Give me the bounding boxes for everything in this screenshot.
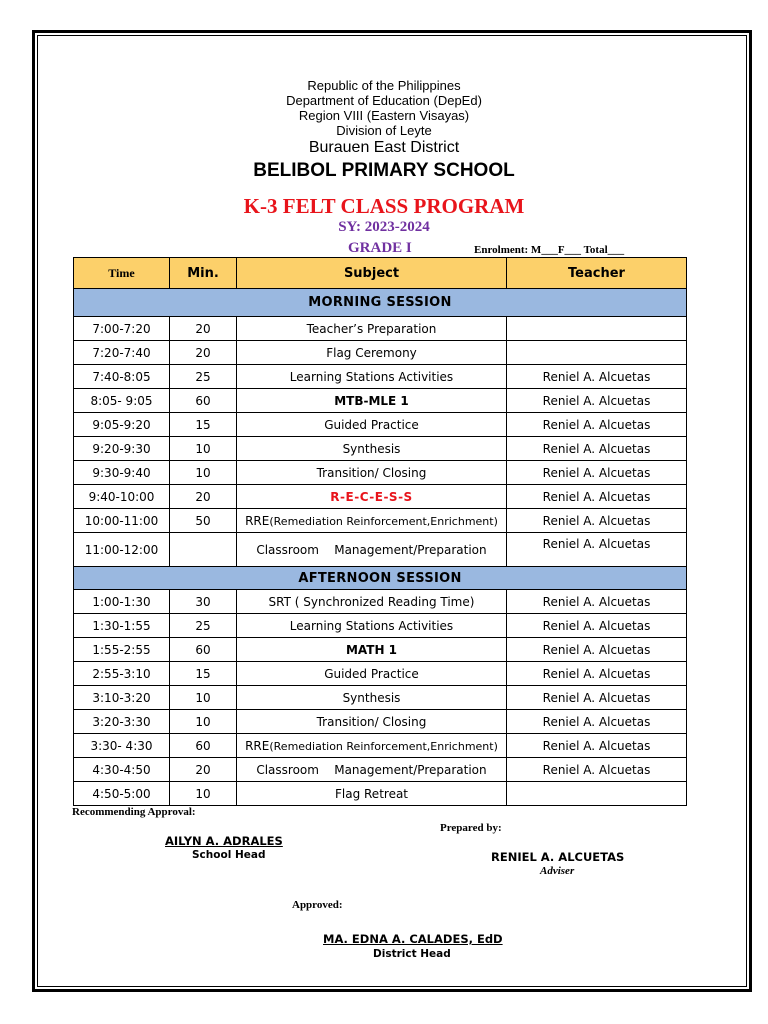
time-cell: 3:20-3:30 bbox=[74, 710, 170, 734]
table-row bbox=[74, 461, 687, 485]
teacher-cell: Reniel A. Alcuetas bbox=[507, 638, 687, 662]
min-cell: 10 bbox=[170, 461, 237, 485]
table-row bbox=[74, 437, 687, 461]
min-cell bbox=[170, 533, 237, 567]
time-cell: 10:00-11:00 bbox=[74, 509, 170, 533]
time-cell: 7:40-8:05 bbox=[74, 365, 170, 389]
table-row bbox=[74, 389, 687, 413]
teacher-cell: Reniel A. Alcuetas bbox=[507, 590, 687, 614]
table-header-row bbox=[74, 258, 687, 289]
time-cell: 2:55-3:10 bbox=[74, 662, 170, 686]
subject-cell: Learning Stations Activities bbox=[237, 365, 507, 389]
table-row bbox=[74, 758, 687, 782]
subject-cell: Transition/ Closing bbox=[237, 461, 507, 485]
recommending-approval-label: Recommending Approval: bbox=[72, 806, 196, 818]
prepared-by-label: Prepared by: bbox=[440, 822, 502, 834]
time-cell: 9:20-9:30 bbox=[74, 437, 170, 461]
teacher-cell: Reniel A. Alcuetas bbox=[507, 758, 687, 782]
adviser-name: RENIEL A. ALCUETAS bbox=[491, 850, 625, 864]
subject-cell: MATH 1 bbox=[237, 638, 507, 662]
header-district: Burauen East District bbox=[308, 139, 460, 156]
min-cell: 20 bbox=[170, 485, 237, 509]
teacher-cell: Reniel A. Alcuetas bbox=[507, 485, 687, 509]
program-title: K-3 FELT CLASS PROGRAM bbox=[243, 194, 525, 218]
district-head-name: MA. EDNA A. CALADES, EdD bbox=[323, 932, 503, 946]
time-cell: 3:30- 4:30 bbox=[74, 734, 170, 758]
min-cell: 60 bbox=[170, 638, 237, 662]
table-row bbox=[74, 638, 687, 662]
school-head-name: AILYN A. ADRALES bbox=[165, 834, 283, 848]
grade-label: GRADE I bbox=[348, 240, 412, 256]
district-head-role: District Head bbox=[373, 948, 451, 960]
min-cell: 20 bbox=[170, 341, 237, 365]
rre-expansion: (Remediation Reinforcement,Enrichment) bbox=[269, 514, 498, 528]
header-region: Region VIII (Eastern Visayas) bbox=[298, 108, 470, 123]
teacher-cell: Reniel A. Alcuetas bbox=[507, 437, 687, 461]
subject-cell: Synthesis bbox=[237, 686, 507, 710]
min-cell: 50 bbox=[170, 509, 237, 533]
table-row bbox=[74, 341, 687, 365]
subject-cell bbox=[237, 734, 507, 758]
teacher-cell: Reniel A. Alcuetas bbox=[507, 461, 687, 485]
min-cell: 25 bbox=[170, 614, 237, 638]
header-republic: Republic of the Philippines bbox=[307, 78, 461, 93]
afternoon-session-row bbox=[74, 567, 687, 590]
col-teacher: Teacher bbox=[507, 258, 687, 289]
time-cell: 9:30-9:40 bbox=[74, 461, 170, 485]
min-cell: 10 bbox=[170, 686, 237, 710]
min-cell: 20 bbox=[170, 317, 237, 341]
teacher-cell: Reniel A. Alcuetas bbox=[507, 662, 687, 686]
time-cell: 7:00-7:20 bbox=[74, 317, 170, 341]
time-cell: 3:10-3:20 bbox=[74, 686, 170, 710]
min-cell: 60 bbox=[170, 734, 237, 758]
min-cell: 10 bbox=[170, 710, 237, 734]
approved-label: Approved: bbox=[292, 899, 343, 911]
recess-cell: R-E-C-E-S-S bbox=[237, 485, 507, 509]
table-row bbox=[74, 533, 687, 567]
header-division: Division of Leyte bbox=[336, 123, 432, 138]
table-row bbox=[74, 485, 687, 509]
min-cell: 10 bbox=[170, 782, 237, 806]
morning-session-row bbox=[74, 289, 687, 317]
rre-abbrev: RRE bbox=[245, 738, 270, 753]
table-row bbox=[74, 782, 687, 806]
teacher-cell: Reniel A. Alcuetas bbox=[507, 686, 687, 710]
min-cell: 15 bbox=[170, 662, 237, 686]
subject-cell bbox=[237, 509, 507, 533]
teacher-cell: Reniel A. Alcuetas bbox=[507, 389, 687, 413]
time-cell: 9:40-10:00 bbox=[74, 485, 170, 509]
subject-cell: Guided Practice bbox=[237, 413, 507, 437]
time-cell: 8:05- 9:05 bbox=[74, 389, 170, 413]
teacher-cell: Reniel A. Alcuetas bbox=[507, 533, 687, 567]
table-row bbox=[74, 365, 687, 389]
time-cell: 11:00-12:00 bbox=[74, 533, 170, 567]
rre-expansion: (Remediation Reinforcement,Enrichment) bbox=[269, 739, 498, 753]
table-row bbox=[74, 413, 687, 437]
col-time: Time bbox=[74, 258, 170, 289]
time-cell: 4:50-5:00 bbox=[74, 782, 170, 806]
col-min: Min. bbox=[170, 258, 237, 289]
min-cell: 30 bbox=[170, 590, 237, 614]
teacher-cell bbox=[507, 341, 687, 365]
school-name: BELIBOL PRIMARY SCHOOL bbox=[253, 160, 515, 181]
enrolment-label: Enrolment: M___F___ Total___ bbox=[474, 244, 625, 256]
teacher-cell bbox=[507, 782, 687, 806]
subject-cell: Flag Ceremony bbox=[237, 341, 507, 365]
table-row bbox=[74, 710, 687, 734]
adviser-role: Adviser bbox=[540, 865, 575, 877]
teacher-cell: Reniel A. Alcuetas bbox=[507, 734, 687, 758]
table-row bbox=[74, 614, 687, 638]
subject-cell: Classroom Management/Preparation bbox=[237, 758, 507, 782]
min-cell: 25 bbox=[170, 365, 237, 389]
school-head-role: School Head bbox=[192, 849, 266, 861]
subject-cell: Flag Retreat bbox=[237, 782, 507, 806]
col-subject: Subject bbox=[237, 258, 507, 289]
subject-cell: MTB-MLE 1 bbox=[237, 389, 507, 413]
teacher-cell: Reniel A. Alcuetas bbox=[507, 710, 687, 734]
afternoon-session-label: AFTERNOON SESSION bbox=[74, 567, 687, 590]
teacher-cell: Reniel A. Alcuetas bbox=[507, 509, 687, 533]
min-cell: 60 bbox=[170, 389, 237, 413]
table-row bbox=[74, 590, 687, 614]
rre-abbrev: RRE bbox=[245, 513, 270, 528]
time-cell: 9:05-9:20 bbox=[74, 413, 170, 437]
table-row bbox=[74, 734, 687, 758]
min-cell: 20 bbox=[170, 758, 237, 782]
table-row bbox=[74, 662, 687, 686]
subject-cell: SRT ( Synchronized Reading Time) bbox=[237, 590, 507, 614]
morning-session-label: MORNING SESSION bbox=[74, 289, 687, 317]
subject-cell: Synthesis bbox=[237, 437, 507, 461]
subject-cell: Teacher’s Preparation bbox=[237, 317, 507, 341]
table-row bbox=[74, 686, 687, 710]
teacher-cell: Reniel A. Alcuetas bbox=[507, 614, 687, 638]
subject-cell: Learning Stations Activities bbox=[237, 614, 507, 638]
min-cell: 10 bbox=[170, 437, 237, 461]
subject-cell: Transition/ Closing bbox=[237, 710, 507, 734]
teacher-cell: Reniel A. Alcuetas bbox=[507, 413, 687, 437]
time-cell: 1:55-2:55 bbox=[74, 638, 170, 662]
schedule-table bbox=[73, 257, 687, 806]
school-year: SY: 2023-2024 bbox=[338, 219, 430, 235]
teacher-cell: Reniel A. Alcuetas bbox=[507, 365, 687, 389]
min-cell: 15 bbox=[170, 413, 237, 437]
time-cell: 7:20-7:40 bbox=[74, 341, 170, 365]
table-row bbox=[74, 317, 687, 341]
table-row bbox=[74, 509, 687, 533]
time-cell: 4:30-4:50 bbox=[74, 758, 170, 782]
subject-cell: Classroom Management/Preparation bbox=[237, 533, 507, 567]
time-cell: 1:00-1:30 bbox=[74, 590, 170, 614]
subject-cell: Guided Practice bbox=[237, 662, 507, 686]
time-cell: 1:30-1:55 bbox=[74, 614, 170, 638]
teacher-cell bbox=[507, 317, 687, 341]
header-deped: Department of Education (DepEd) bbox=[286, 93, 482, 108]
